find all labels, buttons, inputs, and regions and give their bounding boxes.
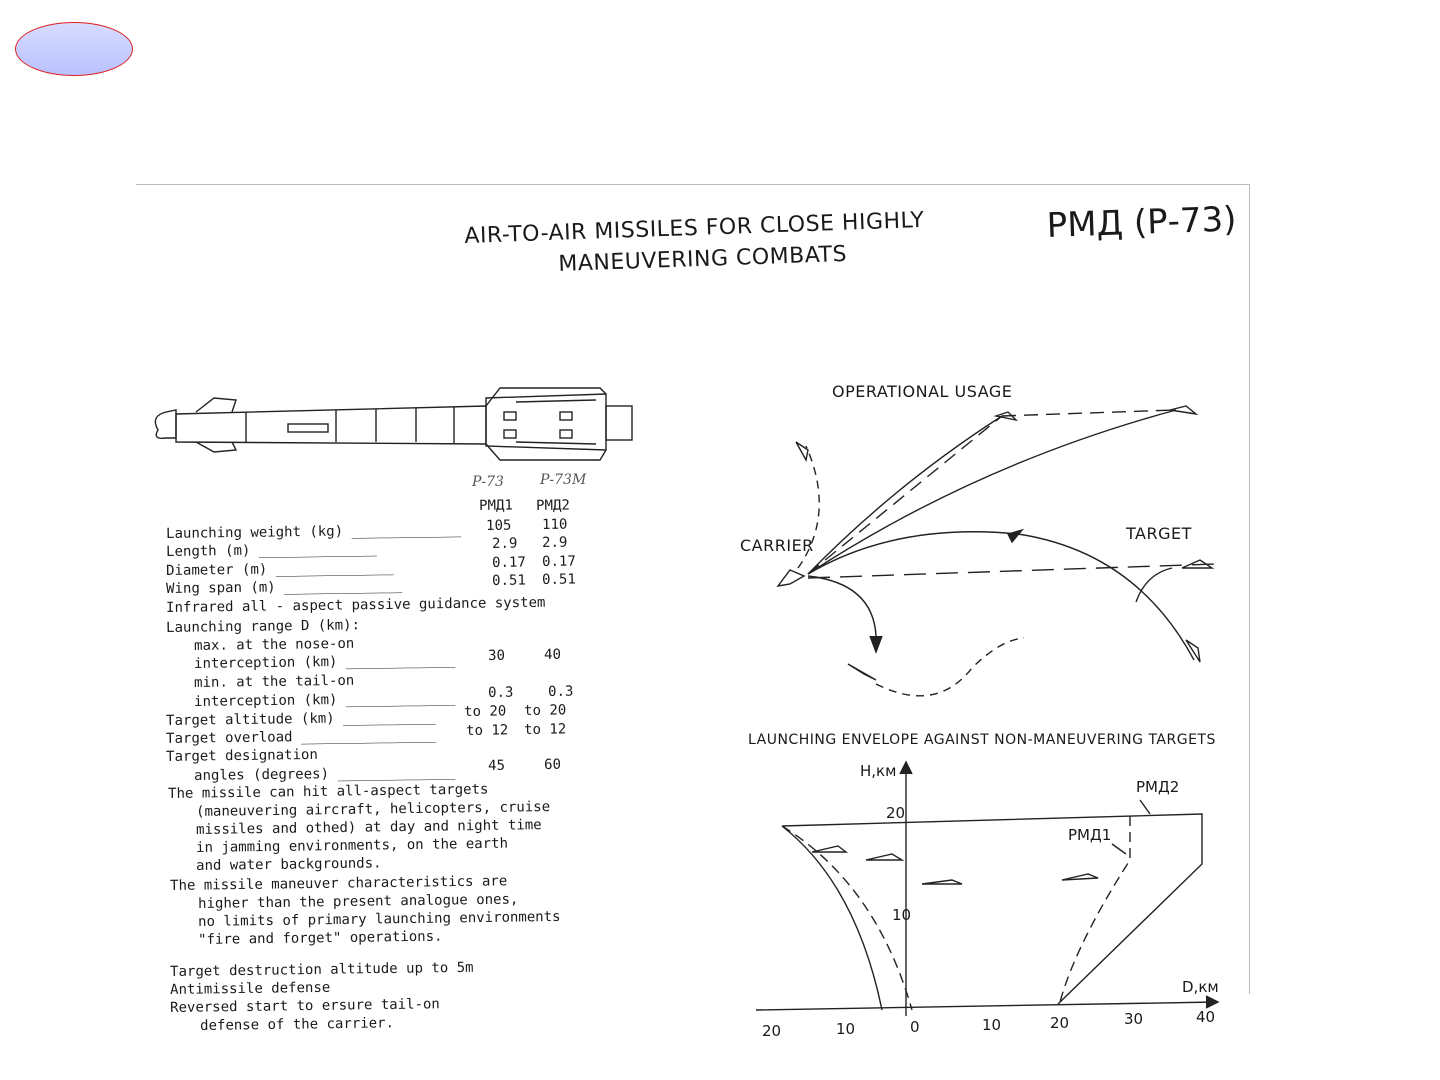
rmd2-envelope-left [782, 826, 882, 1010]
overload-label: Target overload ________________ [166, 727, 436, 747]
para3-line: Target destruction altitude up to 5m [170, 959, 474, 980]
spec-label: Diameter (m) ______________ [166, 559, 394, 579]
range-max-v2: 40 [544, 646, 562, 663]
x-tick-label: 0 [910, 1018, 920, 1036]
operational-usage-diagram [778, 406, 1216, 696]
y-axis-label: H,км [860, 762, 897, 780]
doc-title-line2: MANEUVERING COMBATS [558, 241, 848, 277]
para2-line: no limits of primary launching environments [198, 908, 561, 930]
missile-code: РМД (Р-73) [1046, 199, 1238, 246]
x-tick-label: 40 [1196, 1008, 1216, 1026]
para2-line: higher than the present analogue ones, [198, 891, 519, 912]
range-min-line2: interception (km) _____________ [194, 690, 456, 710]
range-max-line1: max. at the nose-on [194, 635, 355, 654]
col-header-2: РМД2 [536, 497, 570, 514]
y-tick-label: 20 [886, 804, 906, 822]
target-label: TARGET [1126, 524, 1192, 543]
para1-line: The missile can hit all-aspect targets [168, 781, 489, 802]
spec-value-1: 2.9 [492, 535, 518, 552]
range-title: Launching range D (km): [166, 617, 361, 636]
designation-v1: 45 [488, 757, 506, 774]
designation-line2: angles (degrees) ______________ [194, 764, 456, 784]
spec-label: Launching weight (kg) _____________ [166, 521, 462, 542]
spec-value-1: 105 [486, 517, 512, 534]
range-min-v2: 0.3 [548, 683, 574, 700]
range-max-line2: interception (km) _____________ [194, 652, 456, 672]
handwritten-col2: Р-73М [540, 472, 587, 488]
spec-label: Length (m) ______________ [166, 541, 377, 560]
slide-oval-badge [15, 22, 133, 76]
handwritten-col1: Р-73 [472, 474, 504, 490]
usage-title: OPERATIONAL USAGE [832, 382, 1013, 401]
para1-line: and water backgrounds. [196, 855, 382, 874]
designation-line1: Target designation [166, 746, 318, 765]
range-min-line1: min. at the tail-on [194, 672, 355, 691]
series-label-rmd2: РМД2 [1136, 778, 1180, 796]
series-label-rmd1: РМД1 [1068, 826, 1112, 844]
x-tick-label: 10 [836, 1020, 856, 1038]
scanned-document [136, 184, 1250, 1080]
x-axis-label: D,км [1182, 978, 1219, 996]
y-tick-label: 10 [892, 906, 912, 924]
x-tick-label: 10 [982, 1016, 1002, 1034]
spec-value-2: 0.51 [542, 571, 576, 588]
spec-value-1: 0.17 [492, 554, 526, 571]
guidance-text: Infrared all - aspect passive guidance system [166, 594, 546, 616]
spec-value-1: 0.51 [492, 572, 526, 589]
range-max-v1: 30 [488, 647, 506, 664]
para1-line: in jamming environments, on the earth [196, 835, 509, 856]
para3-line: Antimissile defense [170, 979, 331, 998]
spec-value-2: 110 [542, 516, 568, 533]
altitude-v2: to 20 [524, 702, 567, 719]
para2-line: The missile maneuver characteristics are [170, 873, 508, 894]
para2-line: "fire and forget" operations. [198, 928, 443, 948]
envelope-title: LAUNCHING ENVELOPE AGAINST NON-MANEUVERING TARGETS [748, 732, 1216, 748]
x-tick-label: 30 [1124, 1010, 1144, 1028]
doc-title-line1: AIR-TO-AIR MISSILES FOR CLOSE HIGHLY [464, 207, 925, 249]
spec-label: Wing span (m) ______________ [166, 577, 403, 597]
rmd2-envelope-outer [782, 814, 1202, 1004]
para3-line: defense of the carrier. [200, 1015, 395, 1034]
overload-v2: to 12 [524, 721, 567, 738]
x-tick-label: 20 [1050, 1014, 1070, 1032]
col-header-1: РМД1 [479, 497, 513, 514]
altitude-v1: to 20 [464, 703, 507, 720]
para3-line: Reversed start to ersure tail-on [170, 996, 440, 1016]
overload-v1: to 12 [466, 722, 509, 739]
designation-v2: 60 [544, 756, 562, 773]
spec-value-2: 0.17 [542, 553, 576, 570]
range-min-v1: 0.3 [488, 684, 514, 701]
para1-line: missiles and othed) at day and night time [196, 817, 542, 838]
altitude-label: Target altitude (km) ___________ [166, 709, 436, 729]
spec-value-2: 2.9 [542, 534, 568, 551]
x-axis [756, 1002, 1216, 1010]
x-tick-label: 20 [762, 1022, 782, 1040]
launch-envelope-chart [756, 762, 1218, 1016]
para1-line: (maneuvering aircraft, helicopters, cruise [196, 799, 551, 820]
carrier-label: CARRIER [740, 536, 814, 555]
